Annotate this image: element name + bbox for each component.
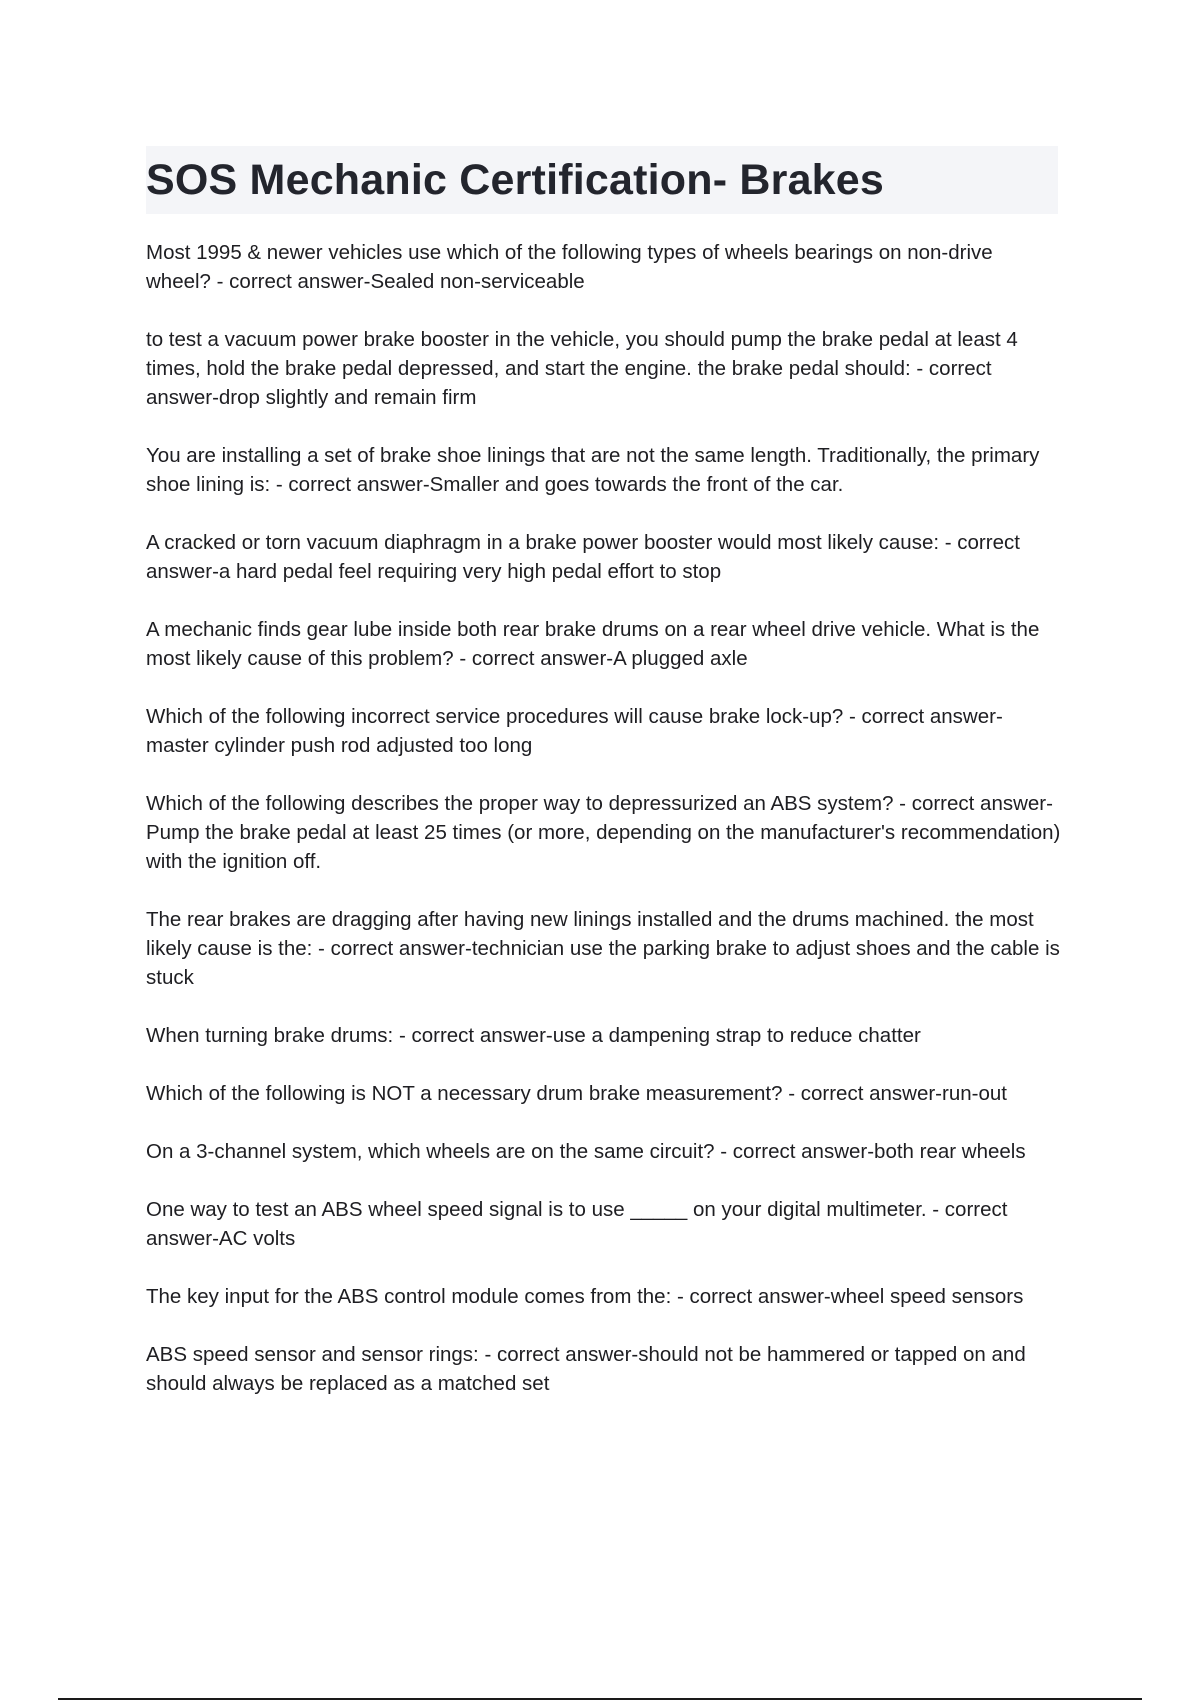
qa-item: Which of the following describes the proper way to depressurized an ABS system? - correct answer-Pump the brake pedal at least 25 times (or more, depending on the manufacturer's recommendation) with the ignition off. <box>146 792 1061 873</box>
qa-list <box>146 238 1062 1427</box>
qa-item: Most 1995 & newer vehicles use which of the following types of wheels bearings on non-drive wheel? - correct answer-Sealed non-serviceable <box>146 241 993 293</box>
qa-item: Which of the following incorrect service procedures will cause brake lock-up? - correct answer-master cylinder push rod adjusted too long <box>146 705 1003 757</box>
qa-item: One way to test an ABS wheel speed signal is to use _____ on your digital multimeter. - correct answer-AC volts <box>146 1198 1008 1250</box>
qa-item: On a 3-channel system, which wheels are on the same circuit? - correct answer-both rear wheels <box>146 1140 1026 1163</box>
qa-item: Which of the following is NOT a necessary drum brake measurement? - correct answer-run-out <box>146 1082 1007 1105</box>
qa-item: to test a vacuum power brake booster in the vehicle, you should pump the brake pedal at least 4 times, hold the brake pedal depressed, and start the engine. the brake pedal should: - correct answer-drop slightly and remain firm <box>146 328 1018 409</box>
title-banner <box>146 146 1058 214</box>
qa-item: The rear brakes are dragging after having new linings installed and the drums machined. the most likely cause is the: - correct answer-technician use the parking brake to adjust shoes and the cable is stuck <box>146 908 1060 989</box>
qa-item: You are installing a set of brake shoe linings that are not the same length. Traditionally, the primary shoe lining is: - correct answer-Smaller and goes towards the front of the car. <box>146 444 1040 496</box>
qa-item: ABS speed sensor and sensor rings: - correct answer-should not be hammered or tapped on and should always be replaced as a matched set <box>146 1343 1026 1395</box>
qa-item: When turning brake drums: - correct answer-use a dampening strap to reduce chatter <box>146 1024 921 1047</box>
qa-item: A mechanic finds gear lube inside both rear brake drums on a rear wheel drive vehicle. What is the most likely cause of this problem? - correct answer-A plugged axle <box>146 618 1040 670</box>
qa-item: A cracked or torn vacuum diaphragm in a brake power booster would most likely cause: - correct answer-a hard pedal feel requiring very high pedal effort to stop <box>146 531 1020 583</box>
qa-item: The key input for the ABS control module comes from the: - correct answer-wheel speed sensors <box>146 1285 1024 1308</box>
page-title: SOS Mechanic Certification- Brakes <box>146 156 885 204</box>
